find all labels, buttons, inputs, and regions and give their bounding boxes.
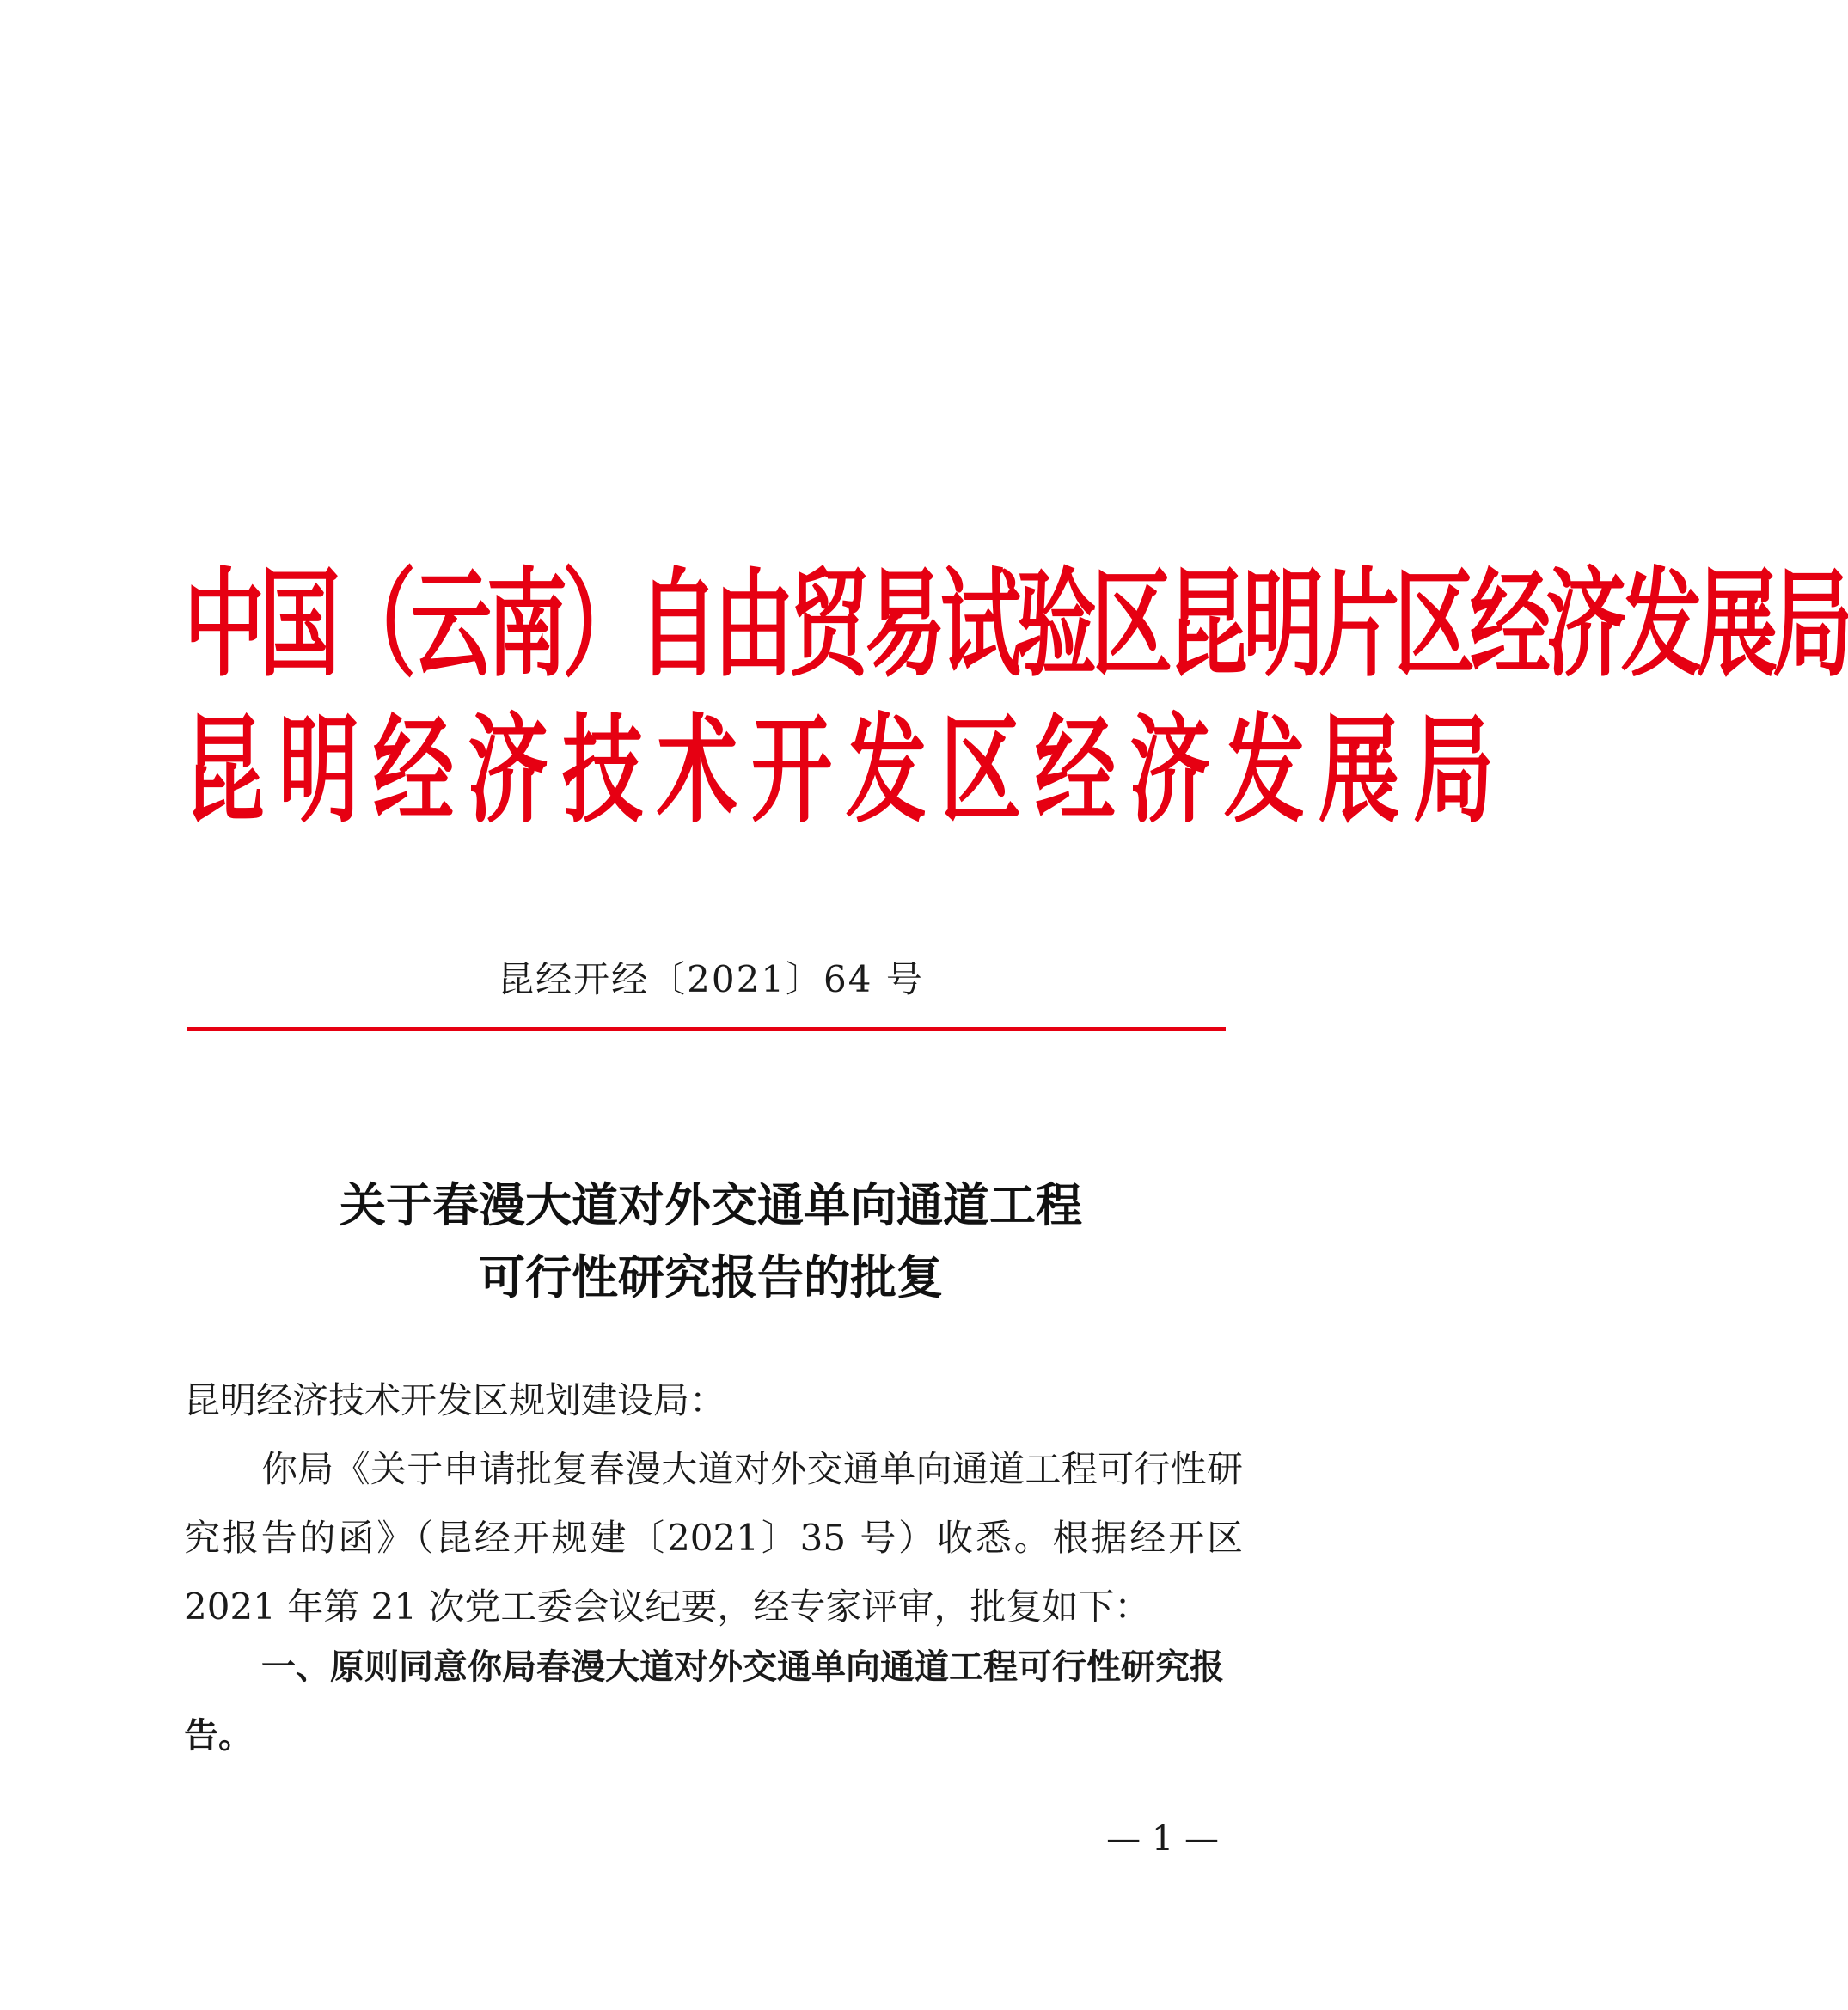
- salutation: 昆明经济技术开发区规划建设局：: [184, 1379, 726, 1421]
- red-separator-line: [187, 1027, 1226, 1031]
- document-number: 昆经开经〔2021〕64 号: [498, 958, 924, 1000]
- masthead-line-1: 中国（云南）自由贸易试验区昆明片区经济发展局: [184, 558, 1848, 694]
- masthead-line-2: 昆明经济技术开发区经济发展局: [184, 704, 1508, 840]
- document-title-line-1: 关于春漫大道对外交通单向通道工程: [340, 1177, 1082, 1232]
- page-number: — 1 —: [1106, 1819, 1219, 1859]
- body-paragraph-2: 一、原则同意你局春漫大道对外交通单向通道工程可行性研究报告。: [184, 1647, 1224, 1756]
- document-title-line-2: 可行性研究报告的批复: [479, 1249, 943, 1304]
- body-paragraph-1: 你局《关于申请批复春漫大道对外交通单向通道工程可行性研究报告的函》（昆经开规建〔2021〕35 号）收悉。根据经开区 2021 年第 21 次党工委会议纪要，经专家评审，批复如下：: [184, 1448, 1243, 1628]
